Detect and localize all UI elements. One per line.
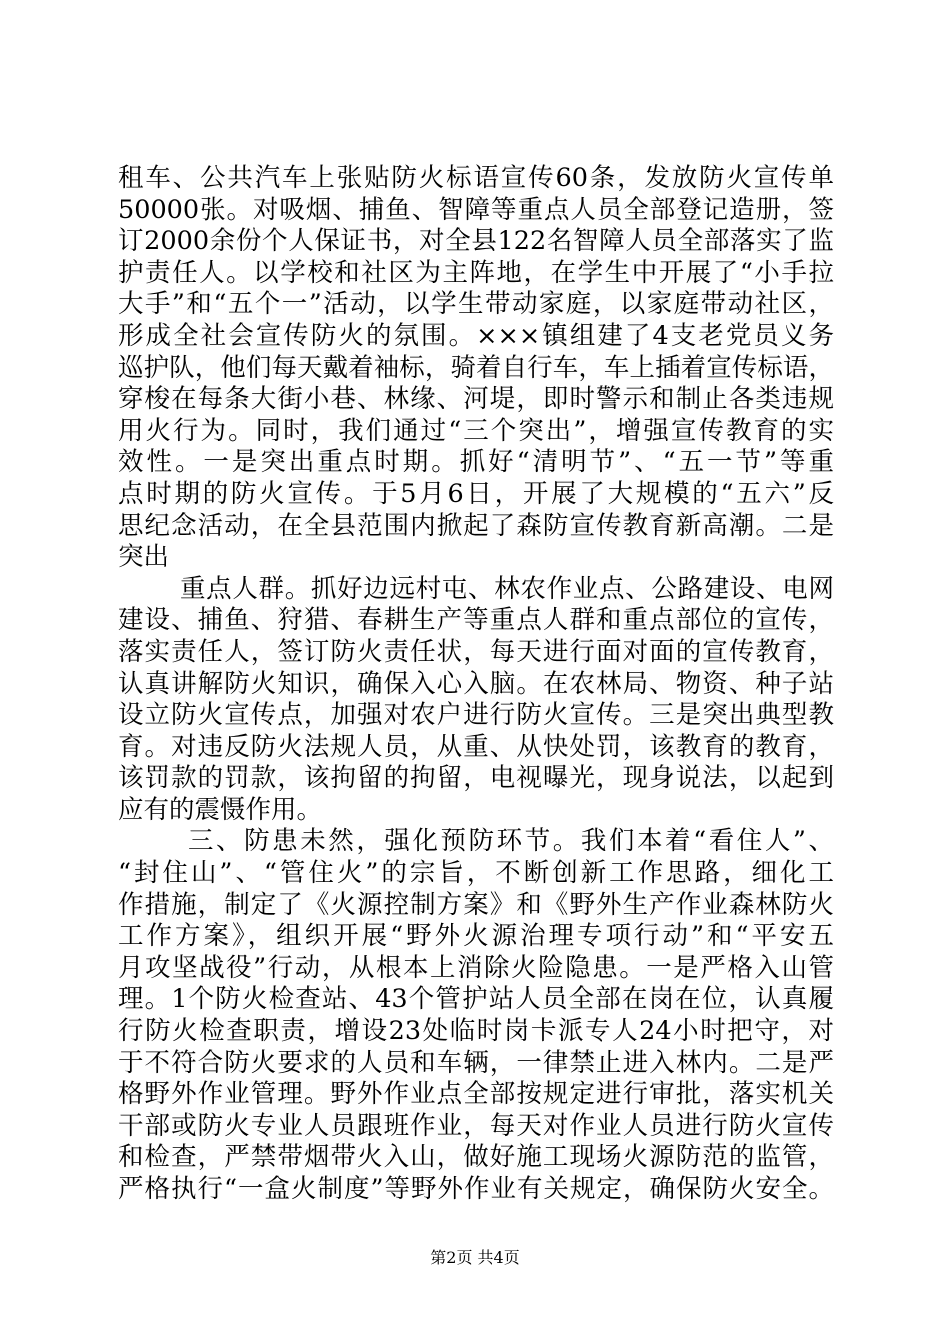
text-line: 点时期的防火宣传。于5月6日，开展了大规模的“五六”反 [118,478,834,509]
document-body [118,163,834,1206]
text-line: 思纪念活动，在全县范围内掀起了森防宣传教育新高潮。二是 [118,510,834,541]
text-line: 月攻坚战役”行动，从根本上消除火险隐患。一是严格入山管 [118,952,834,983]
text-line: 应有的震慑作用。 [118,794,323,825]
text-line: 行防火检查职责，增设23处临时岗卡派专人24小时把守，对 [118,1016,834,1047]
text-line: 于不符合防火要求的人员和车辆，一律禁止进入林内。二是严 [118,1047,834,1078]
text-line: 大手”和“五个一”活动，以学生带动家庭，以家庭带动社区， [118,289,834,320]
text-line: 该罚款的罚款，该拘留的拘留，电视曝光，现身说法，以起到 [118,763,834,794]
text-line: 育。对违反防火法规人员，从重、从快处罚，该教育的教育， [118,731,834,762]
text-line: 巡护队，他们每天戴着袖标，骑着自行车，车上插着宣传标语， [118,352,834,383]
text-line: 设立防火宣传点，加强对农户进行防火宣传。三是突出典型教 [118,700,834,731]
text-line: 租车、公共汽车上张贴防火标语宣传60条，发放防火宣传单 [118,163,834,193]
text-line: 理。1个防火检查站、43个管护站人员全部在岗在位，认真履 [118,984,834,1015]
text-line: 用火行为。同时，我们通过“三个突出”，增强宣传教育的实 [118,415,834,446]
text-line: 穿梭在每条大街小巷、林缘、河堤，即时警示和制止各类违规 [118,384,834,415]
text-line: 落实责任人，签订防火责任状，每天进行面对面的宣传教育， [118,636,834,667]
text-line: 认真讲解防火知识，确保入心入脑。在农林局、物资、种子站 [118,668,834,699]
text-line: 订2000余份个人保证书，对全县122名智障人员全部落实了监 [118,226,834,257]
text-line: 重点人群。抓好边远村屯、林农作业点、公路建设、电网 [180,573,834,604]
text-line: 和检查，严禁带烟带火入山，做好施工现场火源防范的监管， [118,1142,834,1173]
text-line: 50000张。对吸烟、捕鱼、智障等重点人员全部登记造册，签 [118,194,834,225]
page-number-footer: 第2页 共4页 [430,1248,520,1267]
text-line: 干部或防火专业人员跟班作业，每天对作业人员进行防火宣传 [118,1110,834,1141]
text-line: 作措施，制定了《火源控制方案》和《野外生产作业森林防火 [118,889,834,920]
text-line: 突出 [118,542,170,573]
text-line: 效性。一是突出重点时期。抓好“清明节”、“五一节”等重 [118,447,834,478]
text-line: 形成全社会宣传防火的氛围。×××镇组建了4支老党员义务 [118,320,834,351]
text-line: 三、防患未然，强化预防环节。我们本着“看住人”、 [188,826,834,857]
text-line: 建设、捕鱼、狩猎、春耕生产等重点人群和重点部位的宣传， [118,605,834,636]
text-line: 格野外作业管理。野外作业点全部按规定进行审批，落实机关 [118,1079,834,1110]
text-line: “封住山”、“管住火”的宗旨，不断创新工作思路，细化工 [118,858,834,889]
text-line: 工作方案》，组织开展“野外火源治理专项行动”和“平安五 [118,921,834,952]
text-line: 严格执行“一盒火制度”等野外作业有关规定，确保防火安全。 [118,1174,834,1204]
text-line: 护责任人。以学校和社区为主阵地，在学生中开展了“小手拉 [118,257,834,288]
